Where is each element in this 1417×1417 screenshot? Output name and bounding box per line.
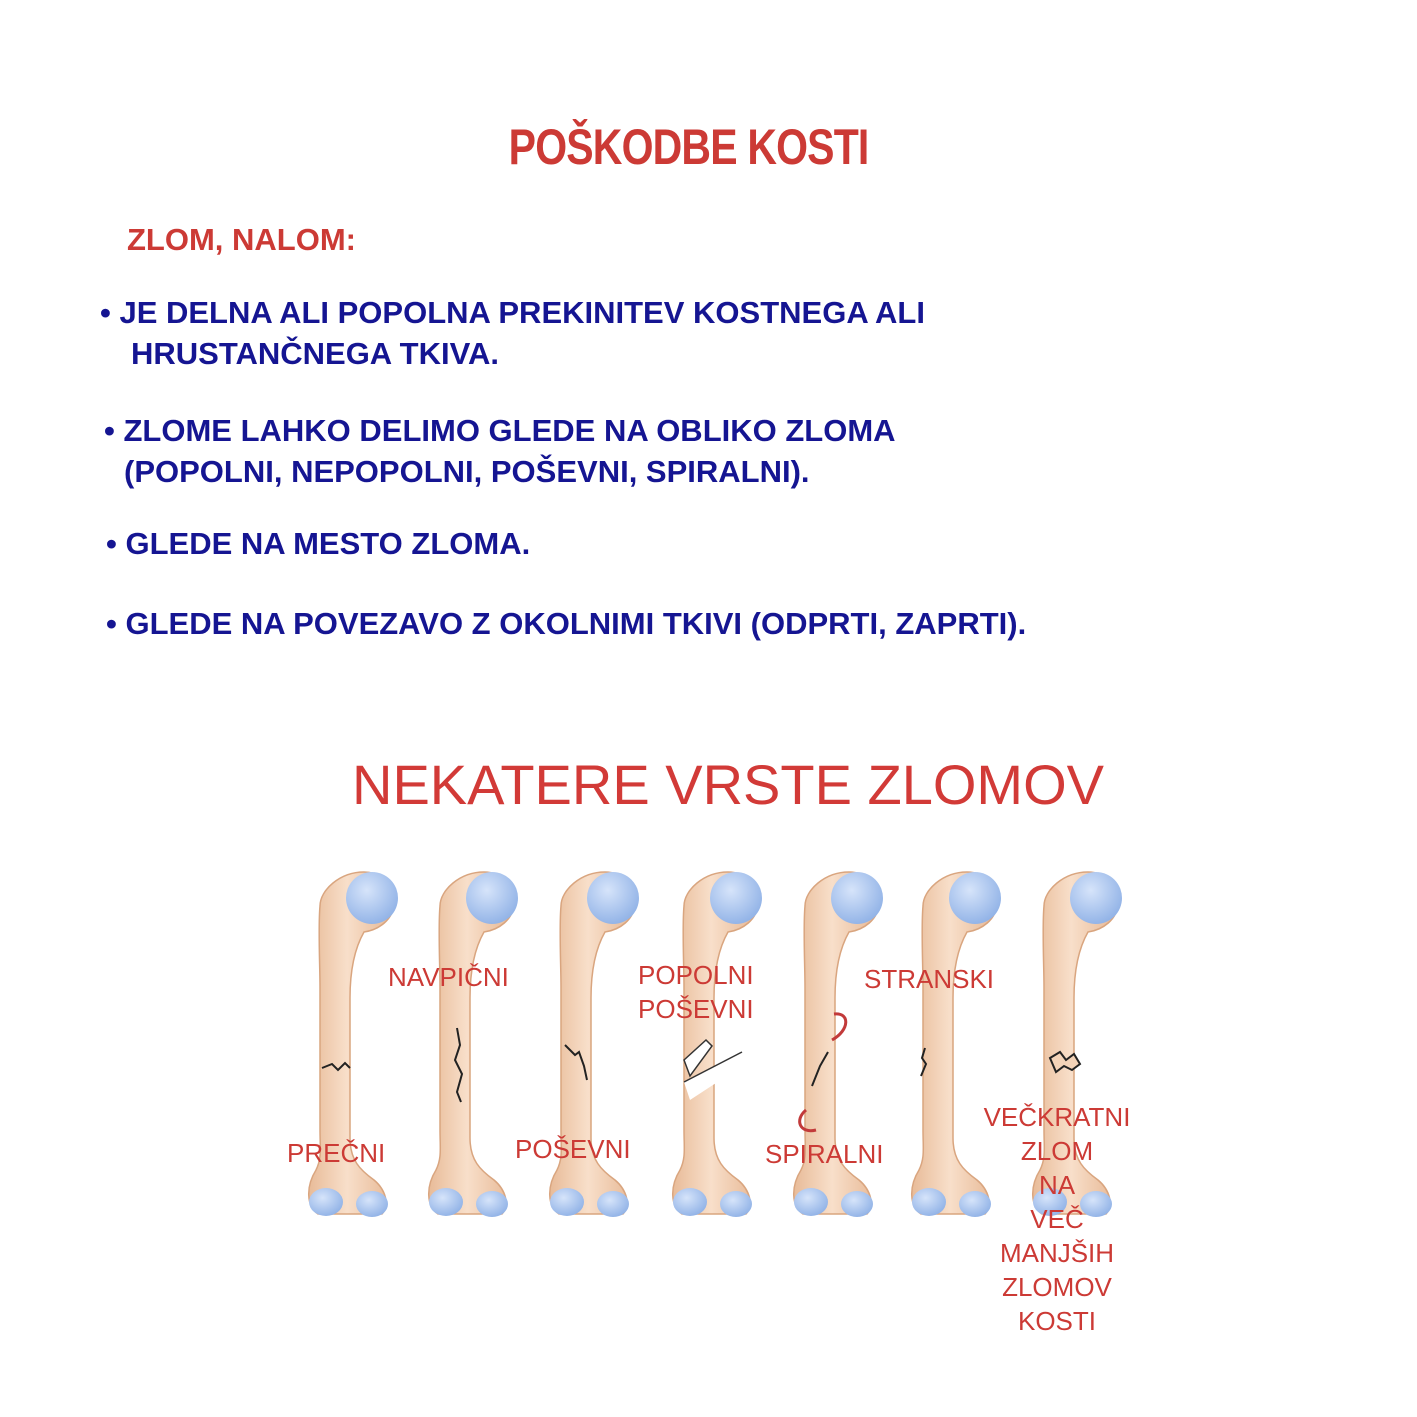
label-line: ZLOMOV — [1002, 1272, 1112, 1302]
label-spiral: SPIRALNI — [765, 1139, 884, 1169]
label-complete-oblique — [638, 958, 754, 1026]
label-comminuted — [982, 1100, 1132, 1338]
bullet-line: • GLEDE NA MESTO ZLOMA. — [106, 526, 531, 561]
label-vertical: NAVPIČNI — [388, 962, 509, 992]
page-title: POŠKODBE KOSTI — [508, 119, 869, 175]
label-lateral: STRANSKI — [864, 964, 995, 994]
bullet-line: • ZLOME LAHKO DELIMO GLEDE NA OBLIKO ZLOMA — [104, 413, 896, 448]
figure-title: NEKATERE VRSTE ZLOMOV — [352, 753, 1104, 816]
label-line: POŠEVNI — [638, 994, 754, 1024]
label-oblique: POŠEVNI — [515, 1134, 631, 1164]
section-subtitle: ZLOM, NALOM: — [127, 222, 357, 257]
label-line: ZLOM — [1020, 1136, 1094, 1166]
bone-complete-oblique — [673, 872, 762, 1217]
label-line: POPOLNI — [638, 960, 754, 990]
bullet-line: (POPOLNI, NEPOPOLNI, POŠEVNI, SPIRALNI). — [124, 454, 810, 489]
label-transverse: PREČNI — [287, 1138, 386, 1168]
label-line: VEČ — [1030, 1204, 1084, 1234]
bullet-line: • JE DELNA ALI POPOLNA PREKINITEV KOSTNEGA ALI — [100, 295, 925, 330]
bullet-line: • GLEDE NA POVEZAVO Z OKOLNIMI TKIVI (ODPRTI, ZAPRTI). — [106, 606, 1027, 641]
label-line: NA — [1038, 1170, 1076, 1200]
bone-vertical — [429, 872, 518, 1217]
bullet-line: HRUSTANČNEGA TKIVA. — [131, 336, 499, 371]
label-line: MANJŠIH — [999, 1238, 1115, 1268]
label-line: VEČKRATNI — [983, 1102, 1131, 1132]
label-line: KOSTI — [1017, 1306, 1096, 1336]
